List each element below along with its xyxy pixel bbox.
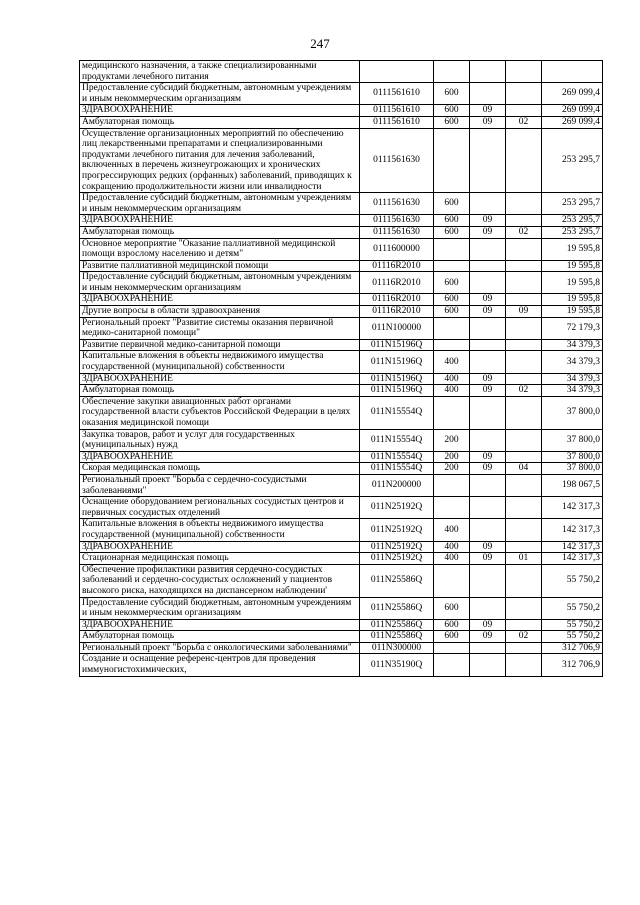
row-code-cell: 011N100000	[360, 317, 434, 339]
row-expense-type-cell: 600	[434, 83, 470, 105]
row-subsection-cell	[506, 519, 542, 541]
row-subsection-cell	[506, 351, 542, 373]
row-name-cell: Региональный проект "Развитие системы оказания первичной медико-санитарной помощи"	[80, 317, 360, 339]
table-row	[80, 128, 603, 193]
row-section-cell: 09	[470, 116, 506, 128]
row-name-cell: Другие вопросы в области здравоохранения	[80, 306, 360, 318]
row-expense-type-cell	[434, 474, 470, 496]
row-expense-type-cell: 600	[434, 105, 470, 117]
row-code-cell: 011N15554Q	[360, 429, 434, 451]
row-subsection-cell	[506, 105, 542, 117]
row-subsection-cell: 02	[506, 226, 542, 238]
row-name-cell: Предоставление субсидий бюджетным, автономным учреждениям и иным некоммерческим организациям	[80, 83, 360, 105]
row-expense-type-cell: 400	[434, 553, 470, 565]
row-code-cell: 01116R2010	[360, 306, 434, 318]
row-expense-type-cell: 400	[434, 541, 470, 553]
row-subsection-cell	[506, 317, 542, 339]
row-name-cell: Скорая медицинская помощь	[80, 463, 360, 475]
row-subsection-cell	[506, 451, 542, 463]
row-section-cell	[470, 128, 506, 193]
row-subsection-cell: 02	[506, 385, 542, 397]
row-amount-cell: 55 750,2	[542, 631, 603, 643]
row-subsection-cell	[506, 597, 542, 619]
row-amount-cell: 142 317,3	[542, 497, 603, 519]
row-section-cell: 09	[470, 463, 506, 475]
row-code-cell: 01116R2010	[360, 272, 434, 294]
row-subsection-cell	[506, 654, 542, 676]
page-number: 247	[310, 36, 330, 51]
row-code-cell: 011N15196Q	[360, 339, 434, 351]
row-subsection-cell	[506, 272, 542, 294]
row-code-cell: 011N15196Q	[360, 385, 434, 397]
row-amount-cell: 34 379,3	[542, 339, 603, 351]
table-row	[80, 474, 603, 496]
row-code-cell: 011N15196Q	[360, 351, 434, 373]
row-name-cell: ЗДРАВООХРАНЕНИЕ	[80, 105, 360, 117]
row-name-cell: Региональный проект "Борьба с сердечно-сосудистыми заболеваниями"	[80, 474, 360, 496]
row-section-cell: 09	[470, 451, 506, 463]
row-name-cell: Стационарная медицинская помощь	[80, 553, 360, 565]
row-amount-cell: 19 595,8	[542, 238, 603, 260]
row-expense-type-cell: 400	[434, 373, 470, 385]
row-section-cell	[470, 564, 506, 597]
row-amount-cell: 37 800,0	[542, 463, 603, 475]
row-section-cell	[470, 61, 506, 83]
row-section-cell: 09	[470, 619, 506, 631]
row-name-cell: Осуществление организационных мероприятий по обеспечению лиц лекарственными препаратами и специализированными продуктами лечебного питания для лечения заболеваний, включенных в перечень жизнеугрожающих и хронических прогрессирующих редких (орфанных) заболеваний, приводящих к сокращению продолжительности жизни или инвалидности	[80, 128, 360, 193]
row-name-cell: медицинского назначения, а также специализированными продуктами лечебного питания	[80, 61, 360, 83]
row-section-cell: 09	[470, 631, 506, 643]
row-amount-cell: 19 595,8	[542, 272, 603, 294]
row-section-cell	[470, 429, 506, 451]
row-section-cell	[470, 519, 506, 541]
table-row	[80, 306, 603, 318]
row-name-cell: Амбулаторная помощь	[80, 385, 360, 397]
row-subsection-cell	[506, 642, 542, 654]
row-expense-type-cell: 200	[434, 451, 470, 463]
row-name-cell: ЗДРАВООХРАНЕНИЕ	[80, 373, 360, 385]
row-amount-cell: 34 379,3	[542, 373, 603, 385]
row-section-cell: 09	[470, 373, 506, 385]
row-section-cell	[470, 193, 506, 215]
row-subsection-cell	[506, 541, 542, 553]
row-code-cell: 0111600000	[360, 238, 434, 260]
row-section-cell: 09	[470, 294, 506, 306]
row-section-cell	[470, 474, 506, 496]
row-code-cell: 011N200000	[360, 474, 434, 496]
row-amount-cell: 37 800,0	[542, 451, 603, 463]
row-expense-type-cell: 600	[434, 294, 470, 306]
row-code-cell: 0111561610	[360, 116, 434, 128]
row-section-cell: 09	[470, 306, 506, 318]
row-amount-cell	[542, 61, 603, 83]
table-row	[80, 238, 603, 260]
row-name-cell: ЗДРАВООХРАНЕНИЕ	[80, 619, 360, 631]
row-amount-cell: 312 706,9	[542, 642, 603, 654]
row-amount-cell: 198 067,5	[542, 474, 603, 496]
row-expense-type-cell	[434, 654, 470, 676]
row-code-cell: 011N25586Q	[360, 619, 434, 631]
row-amount-cell: 269 099,4	[542, 105, 603, 117]
row-section-cell	[470, 654, 506, 676]
row-amount-cell: 253 295,7	[542, 215, 603, 227]
row-section-cell	[470, 351, 506, 373]
table-row	[80, 451, 603, 463]
row-name-cell: ЗДРАВООХРАНЕНИЕ	[80, 541, 360, 553]
row-code-cell: 011N25586Q	[360, 564, 434, 597]
row-section-cell	[470, 238, 506, 260]
row-code-cell: 0111561630	[360, 215, 434, 227]
table-row	[80, 83, 603, 105]
row-expense-type-cell	[434, 260, 470, 272]
table-row	[80, 116, 603, 128]
table-row	[80, 294, 603, 306]
row-amount-cell: 142 317,3	[542, 541, 603, 553]
row-name-cell: Амбулаторная помощь	[80, 116, 360, 128]
row-subsection-cell	[506, 373, 542, 385]
row-amount-cell: 269 099,4	[542, 83, 603, 105]
table-row	[80, 564, 603, 597]
table-row	[80, 272, 603, 294]
row-subsection-cell	[506, 193, 542, 215]
row-expense-type-cell: 600	[434, 215, 470, 227]
row-amount-cell: 55 750,2	[542, 597, 603, 619]
row-subsection-cell	[506, 238, 542, 260]
row-amount-cell: 34 379,3	[542, 385, 603, 397]
row-amount-cell: 34 379,3	[542, 351, 603, 373]
row-code-cell: 011N25192Q	[360, 497, 434, 519]
row-name-cell: Закупка товаров, работ и услуг для государственных (муниципальных) нужд	[80, 429, 360, 451]
table-row	[80, 654, 603, 676]
row-amount-cell: 142 317,3	[542, 553, 603, 565]
row-section-cell	[470, 272, 506, 294]
row-code-cell: 011N25586Q	[360, 631, 434, 643]
row-code-cell: 011N25586Q	[360, 597, 434, 619]
row-expense-type-cell: 600	[434, 619, 470, 631]
row-name-cell: Предоставление субсидий бюджетным, автономным учреждениям и иным некоммерческим организациям	[80, 193, 360, 215]
table-row	[80, 61, 603, 83]
row-amount-cell: 37 800,0	[542, 429, 603, 451]
row-expense-type-cell	[434, 317, 470, 339]
table-row	[80, 631, 603, 643]
row-name-cell: Оснащение оборудованием региональных сосудистых центров и первичных сосудистых отделений	[80, 497, 360, 519]
row-expense-type-cell: 600	[434, 306, 470, 318]
table-row	[80, 373, 603, 385]
row-expense-type-cell	[434, 396, 470, 429]
table-row	[80, 260, 603, 272]
table-row	[80, 226, 603, 238]
table-row	[80, 497, 603, 519]
row-expense-type-cell: 200	[434, 463, 470, 475]
row-name-cell: Развитие первичной медико-санитарной помощи	[80, 339, 360, 351]
row-code-cell: 011N35190Q	[360, 654, 434, 676]
table-row	[80, 642, 603, 654]
row-amount-cell: 312 706,9	[542, 654, 603, 676]
row-subsection-cell	[506, 564, 542, 597]
row-name-cell: Амбулаторная помощь	[80, 226, 360, 238]
row-amount-cell: 19 595,8	[542, 294, 603, 306]
row-expense-type-cell	[434, 128, 470, 193]
row-amount-cell: 269 099,4	[542, 116, 603, 128]
row-subsection-cell: 01	[506, 553, 542, 565]
row-section-cell: 09	[470, 226, 506, 238]
row-expense-type-cell: 600	[434, 272, 470, 294]
row-name-cell: Региональный проект "Борьба с онкологическими заболеваниями"	[80, 642, 360, 654]
row-name-cell: Обеспечение профилактики развития сердечно-сосудистых заболеваний и сердечно-сосудистых осложнений у пациентов высокого риска, находящихся на диспансерном наблюдении'	[80, 564, 360, 597]
row-name-cell: Основное мероприятие "Оказание паллиативной медицинской помощи взрослому населению и детям"	[80, 238, 360, 260]
row-expense-type-cell	[434, 238, 470, 260]
row-subsection-cell	[506, 83, 542, 105]
table-row	[80, 463, 603, 475]
row-section-cell: 09	[470, 215, 506, 227]
row-name-cell: ЗДРАВООХРАНЕНИЕ	[80, 451, 360, 463]
row-amount-cell: 253 295,7	[542, 193, 603, 215]
table-row	[80, 429, 603, 451]
row-name-cell: Капитальные вложения в объекты недвижимого имущества государственной (муниципальной) собственности	[80, 519, 360, 541]
row-code-cell: 011N25192Q	[360, 553, 434, 565]
row-expense-type-cell: 400	[434, 385, 470, 397]
row-code-cell: 011N300000	[360, 642, 434, 654]
table-row	[80, 519, 603, 541]
row-subsection-cell: 02	[506, 631, 542, 643]
table-row	[80, 215, 603, 227]
row-section-cell	[470, 317, 506, 339]
row-amount-cell: 37 800,0	[542, 396, 603, 429]
row-section-cell: 09	[470, 541, 506, 553]
row-name-cell: Предоставление субсидий бюджетным, автономным учреждениям и иным некоммерческим организациям	[80, 272, 360, 294]
row-subsection-cell	[506, 474, 542, 496]
row-amount-cell: 253 295,7	[542, 128, 603, 193]
row-subsection-cell	[506, 260, 542, 272]
budget-table-body	[80, 61, 603, 677]
row-section-cell	[470, 642, 506, 654]
row-name-cell: Создание и оснащение референс-центров для проведения иммуногистохимических,	[80, 654, 360, 676]
row-amount-cell: 55 750,2	[542, 564, 603, 597]
row-code-cell: 0111561610	[360, 83, 434, 105]
table-row	[80, 553, 603, 565]
row-subsection-cell: 04	[506, 463, 542, 475]
row-section-cell	[470, 497, 506, 519]
table-row	[80, 619, 603, 631]
row-expense-type-cell: 600	[434, 631, 470, 643]
row-name-cell: Предоставление субсидий бюджетным, автономным учреждениям и иным некоммерческим организациям	[80, 597, 360, 619]
row-code-cell: 011N15196Q	[360, 373, 434, 385]
row-expense-type-cell: 600	[434, 116, 470, 128]
row-amount-cell: 19 595,8	[542, 306, 603, 318]
row-subsection-cell	[506, 497, 542, 519]
row-code-cell: 0111561630	[360, 226, 434, 238]
table-row	[80, 339, 603, 351]
row-name-cell: Капитальные вложения в объекты недвижимого имущества государственной (муниципальной) собственности	[80, 351, 360, 373]
row-expense-type-cell: 600	[434, 193, 470, 215]
row-code-cell: 0111561630	[360, 128, 434, 193]
row-section-cell	[470, 339, 506, 351]
row-subsection-cell	[506, 61, 542, 83]
row-subsection-cell	[506, 619, 542, 631]
table-row	[80, 597, 603, 619]
row-section-cell	[470, 396, 506, 429]
row-section-cell: 09	[470, 385, 506, 397]
row-expense-type-cell: 600	[434, 226, 470, 238]
row-subsection-cell	[506, 339, 542, 351]
row-expense-type-cell	[434, 61, 470, 83]
row-amount-cell: 72 179,3	[542, 317, 603, 339]
row-subsection-cell	[506, 128, 542, 193]
row-amount-cell: 19 595,8	[542, 260, 603, 272]
row-subsection-cell: 02	[506, 116, 542, 128]
row-code-cell: 0111561610	[360, 105, 434, 117]
row-expense-type-cell: 400	[434, 519, 470, 541]
row-section-cell: 09	[470, 553, 506, 565]
row-name-cell: Амбулаторная помощь	[80, 631, 360, 643]
row-code-cell: 011N15554Q	[360, 396, 434, 429]
row-code-cell: 01116R2010	[360, 294, 434, 306]
row-name-cell: Развитие паллиативной медицинской помощи	[80, 260, 360, 272]
table-row	[80, 193, 603, 215]
row-name-cell: Обеспечение закупки авиационных работ органами государственной власти субъектов Российской Федерации в целях оказания медицинской помощи	[80, 396, 360, 429]
row-name-cell: ЗДРАВООХРАНЕНИЕ	[80, 294, 360, 306]
table-row	[80, 317, 603, 339]
row-code-cell: 011N25192Q	[360, 519, 434, 541]
row-section-cell: 09	[470, 105, 506, 117]
row-expense-type-cell: 200	[434, 429, 470, 451]
row-subsection-cell	[506, 294, 542, 306]
table-row	[80, 105, 603, 117]
row-section-cell	[470, 83, 506, 105]
row-subsection-cell	[506, 396, 542, 429]
row-subsection-cell	[506, 215, 542, 227]
row-subsection-cell	[506, 429, 542, 451]
row-code-cell	[360, 61, 434, 83]
row-code-cell: 011N25192Q	[360, 541, 434, 553]
table-row	[80, 351, 603, 373]
row-section-cell	[470, 260, 506, 272]
row-expense-type-cell	[434, 642, 470, 654]
row-code-cell: 011N15554Q	[360, 451, 434, 463]
row-amount-cell: 55 750,2	[542, 619, 603, 631]
row-code-cell: 01116R2010	[360, 260, 434, 272]
table-row	[80, 385, 603, 397]
budget-table	[79, 60, 603, 677]
row-section-cell	[470, 597, 506, 619]
row-name-cell: ЗДРАВООХРАНЕНИЕ	[80, 215, 360, 227]
row-amount-cell: 253 295,7	[542, 226, 603, 238]
row-expense-type-cell	[434, 497, 470, 519]
row-expense-type-cell	[434, 339, 470, 351]
row-code-cell: 0111561630	[360, 193, 434, 215]
row-subsection-cell: 09	[506, 306, 542, 318]
row-expense-type-cell	[434, 564, 470, 597]
row-expense-type-cell: 600	[434, 597, 470, 619]
table-row	[80, 396, 603, 429]
row-amount-cell: 142 317,3	[542, 519, 603, 541]
row-expense-type-cell: 400	[434, 351, 470, 373]
row-code-cell: 011N15554Q	[360, 463, 434, 475]
table-row	[80, 541, 603, 553]
